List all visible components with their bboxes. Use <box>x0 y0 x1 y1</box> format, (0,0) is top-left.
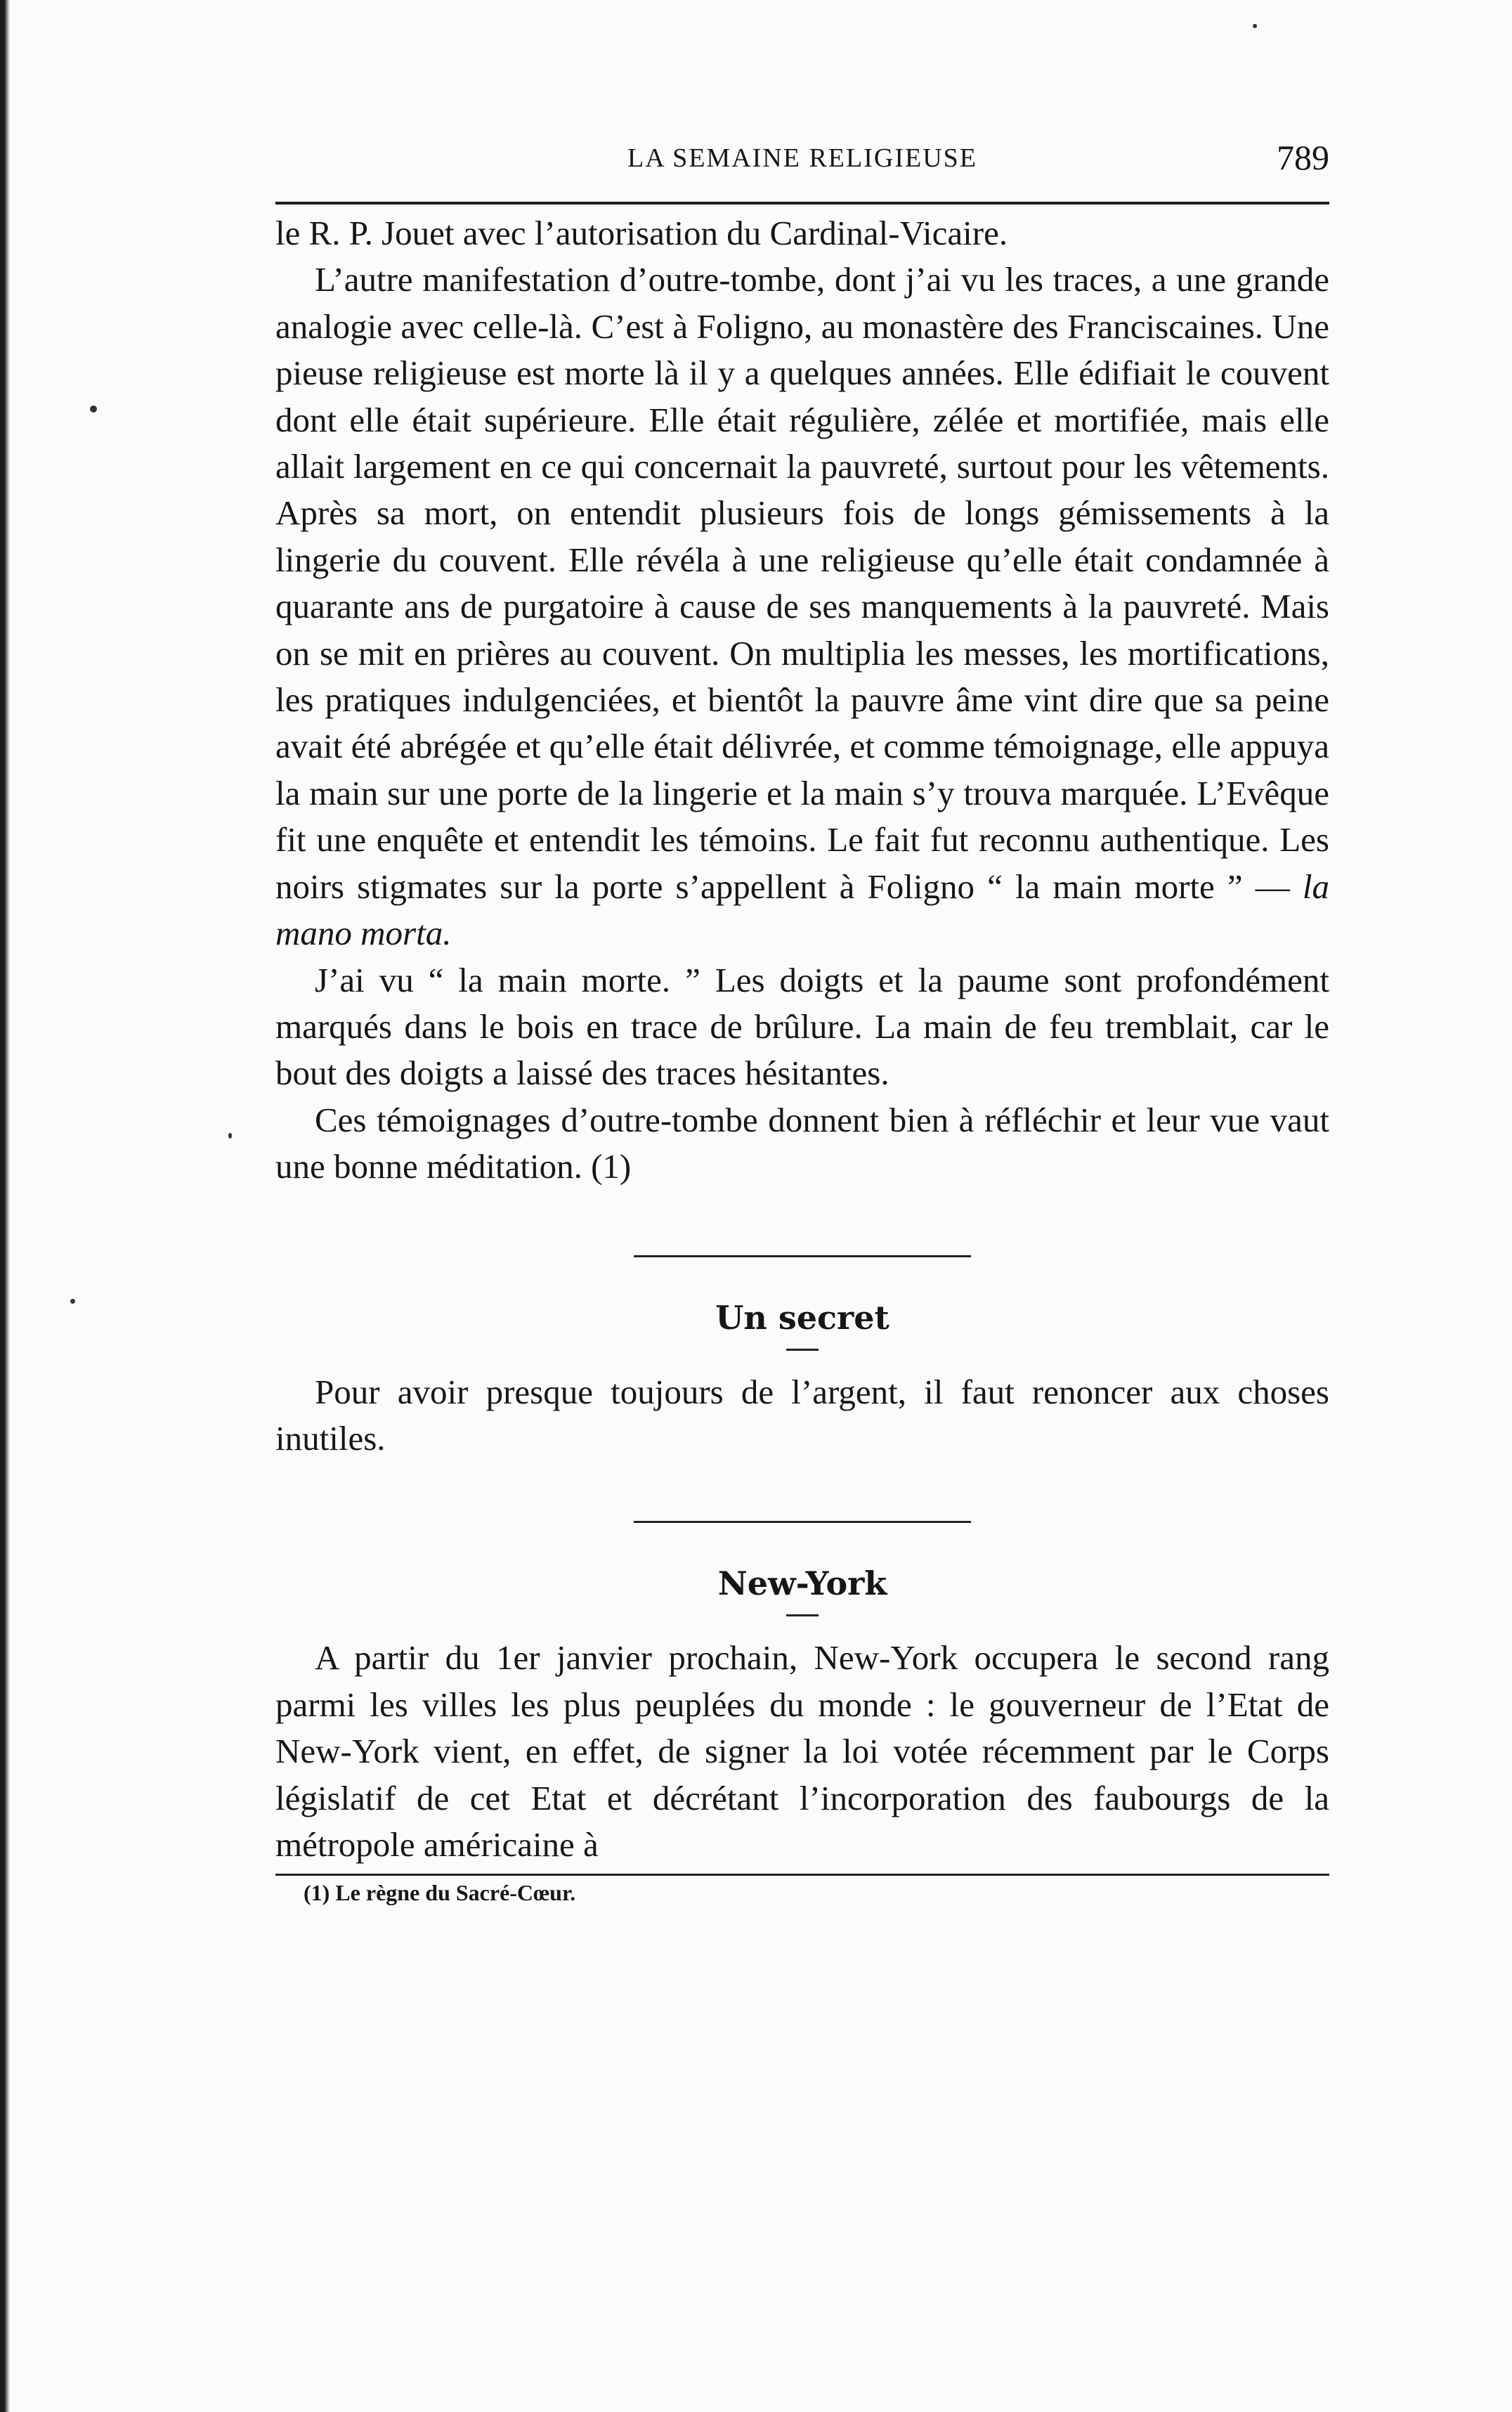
section-title-newyork: New-York <box>717 1564 887 1603</box>
paragraph-foligno-text: L’autre manifestation d’outre-tombe, dont j’ai vu les traces, a une grande analogie avec celle-là. C’est à Foligno, au monastère des Franciscaines. Une pieuse religieuse est morte là il y a quelques années. Elle édifiait le couvent dont elle était supérieure. Elle était régulière, zélée et mortifiée, mais elle allait largement en ce qui concernait la pauvreté, surtout pour les vêtements. Après sa mort, on entendit plusieurs fois de longs gémissements à la lingerie du couvent. Elle révéla à une religieuse qu’elle était condamnée à quarante ans de purgatoire à cause de ses manquements à la pauvreté. Mais on se mit en prières au couvent. On multiplia les messes, les mortifications, les pratiques indulgenciées, et bientôt la pauvre âme vint dire que sa peine avait été abrégée et qu’elle était délivrée, et comme témoignage, elle appuya la main sur une porte de la lingerie et la main s’y trouva marquée. L’Evêque fit une enquête et entendit les témoins. Le fait fut reconnu authentique. Les noirs stigmates sur la porte s’appellent à Foligno “ la main morte ” — <box>275 260 1329 906</box>
book-page <box>275 137 1329 1907</box>
footnote-rule <box>275 1874 1329 1876</box>
margin-speck <box>70 1299 75 1304</box>
section-title-secret: Un secret <box>715 1298 889 1337</box>
paragraph-main-morte: J’ai vu “ la main morte. ” Les doigts et la paume sont profondément marqués dans le bois en trace de brûlure. La main de feu tremblait, car le bout des doigts a laissé des traces hésitantes. <box>275 960 1329 1093</box>
italic-phrase: la mano morta. <box>275 867 1329 953</box>
header-rule <box>275 202 1329 205</box>
book-spine-edge <box>0 0 10 2412</box>
paragraph-continued: le R. P. Jouet avec l’autorisation du Cardinal-Vicaire. <box>275 214 1008 252</box>
page-number: 789 <box>1277 138 1329 177</box>
paragraph-secret: Pour avoir presque toujours de l’argent, il faut renoncer aux choses inutiles. <box>275 1372 1329 1458</box>
margin-speck <box>90 406 97 413</box>
paragraph-newyork: A partir du 1er janvier prochain, New-York occupera le second rang parmi les villes les plus peuplées du monde : le gouverneur de l’Etat de New-York vient, en effet, de signer la loi votée récemment par le Corps législatif de cet Etat et décrétant l’incorporation des faubourgs de la métropole américaine à <box>275 1638 1329 1864</box>
paragraph-foligno <box>275 257 1329 957</box>
running-head <box>275 137 1329 186</box>
running-title: LA SEMAINE RELIGIEUSE <box>627 143 977 173</box>
footnote: (1) Le règne du Sacré-Cœur. <box>304 1880 576 1906</box>
margin-speck <box>1253 24 1257 28</box>
margin-speck <box>228 1133 232 1139</box>
paragraph-temoignages: Ces témoignages d’outre-tombe donnent bien à réfléchir et leur vue vaut une bonne méditation. (1) <box>275 1100 1329 1186</box>
